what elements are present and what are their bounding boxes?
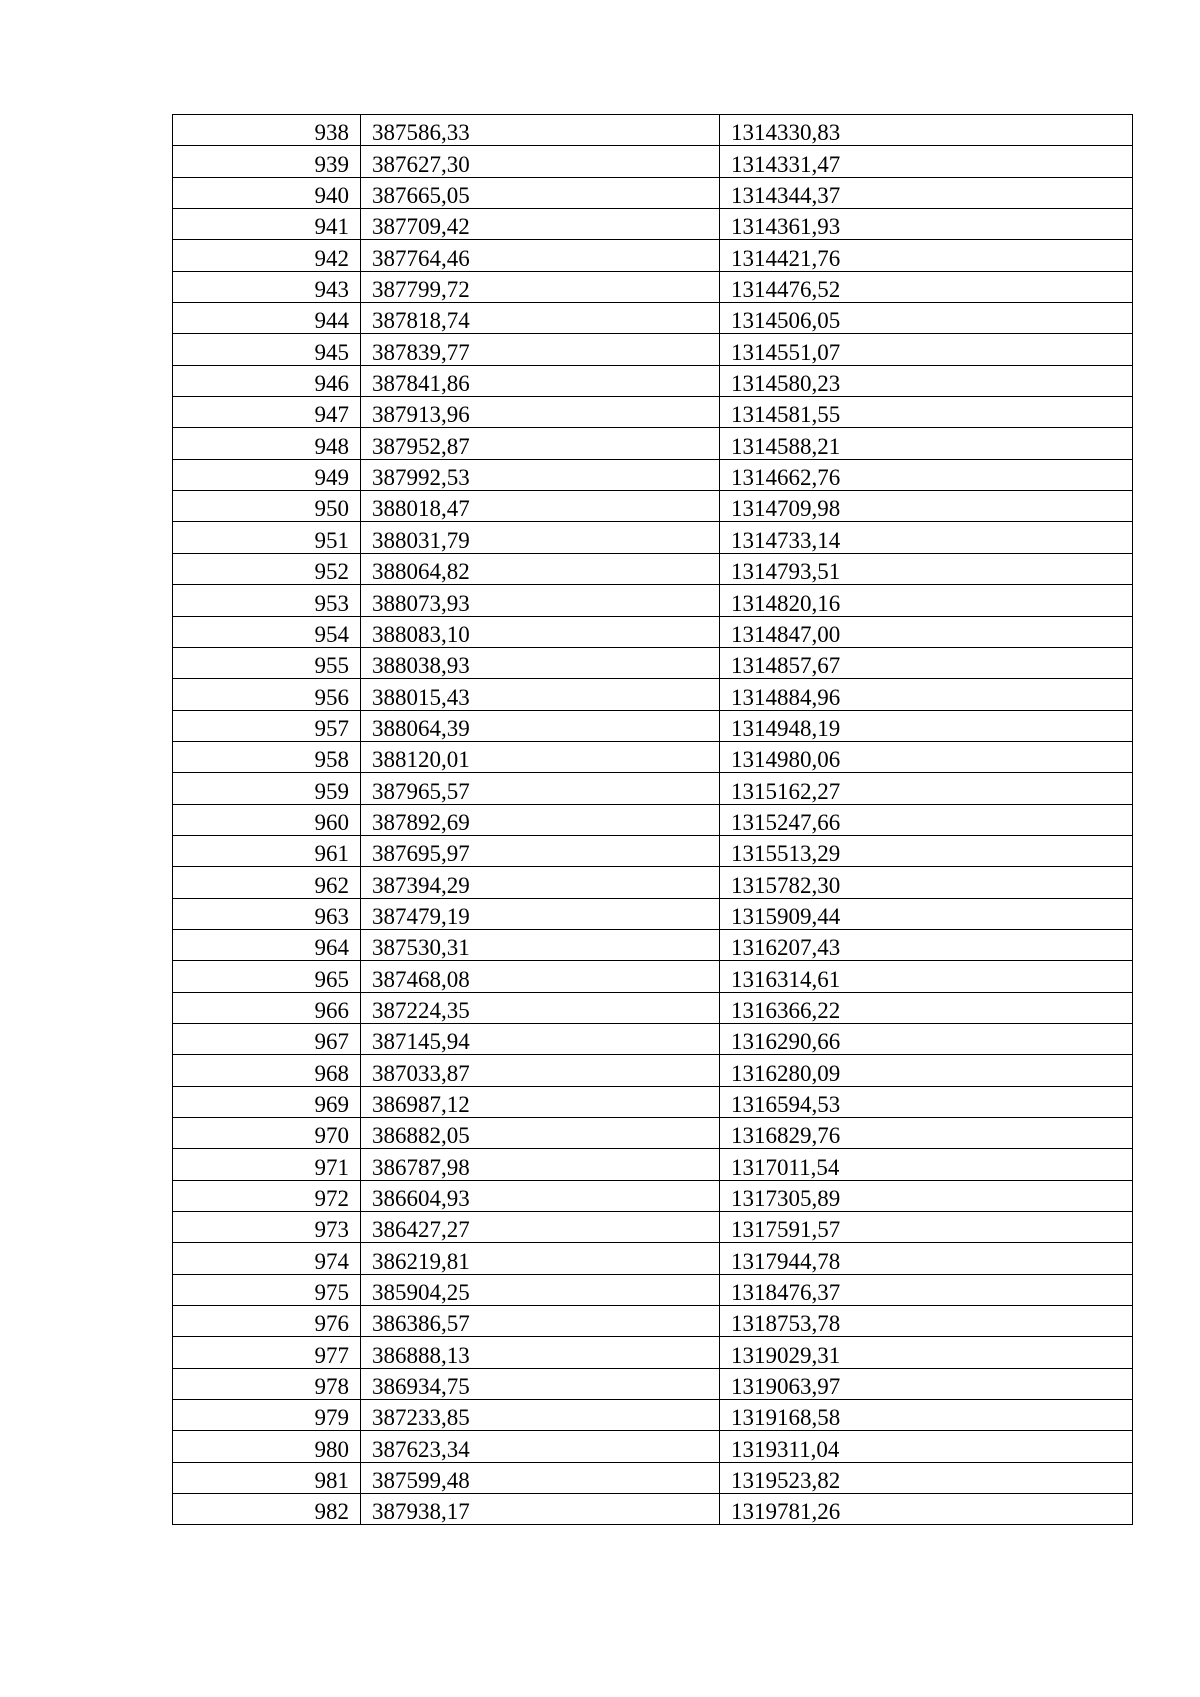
table-row [173, 773, 1133, 804]
y-coordinate-cell: 1314344,37 [720, 177, 1133, 208]
table-row [173, 209, 1133, 240]
y-coordinate-cell: 1317011,54 [720, 1149, 1133, 1180]
table-row [173, 240, 1133, 271]
point-number-cell: 944 [173, 303, 361, 334]
x-coordinate-cell: 388064,82 [361, 553, 720, 584]
y-coordinate-cell: 1319523,82 [720, 1462, 1133, 1493]
y-coordinate-cell: 1316366,22 [720, 992, 1133, 1023]
point-number-cell: 981 [173, 1462, 361, 1493]
table-row [173, 616, 1133, 647]
table-row [173, 177, 1133, 208]
x-coordinate-cell: 387586,33 [361, 115, 720, 146]
x-coordinate-cell: 386386,57 [361, 1306, 720, 1337]
table-row [173, 1274, 1133, 1305]
point-number-cell: 951 [173, 522, 361, 553]
point-number-cell: 975 [173, 1274, 361, 1305]
x-coordinate-cell: 387839,77 [361, 334, 720, 365]
y-coordinate-cell: 1316280,09 [720, 1055, 1133, 1086]
x-coordinate-cell: 387530,31 [361, 929, 720, 960]
y-coordinate-cell: 1316290,66 [720, 1023, 1133, 1054]
y-coordinate-cell: 1314733,14 [720, 522, 1133, 553]
x-coordinate-cell: 387938,17 [361, 1494, 720, 1525]
point-number-cell: 954 [173, 616, 361, 647]
table-row [173, 898, 1133, 929]
x-coordinate-cell: 387479,19 [361, 898, 720, 929]
table-row [173, 1055, 1133, 1086]
point-number-cell: 976 [173, 1306, 361, 1337]
y-coordinate-cell: 1314331,47 [720, 146, 1133, 177]
point-number-cell: 974 [173, 1243, 361, 1274]
y-coordinate-cell: 1317305,89 [720, 1180, 1133, 1211]
x-coordinate-cell: 387233,85 [361, 1400, 720, 1431]
point-number-cell: 941 [173, 209, 361, 240]
x-coordinate-cell: 387799,72 [361, 271, 720, 302]
y-coordinate-cell: 1314581,55 [720, 397, 1133, 428]
table-row [173, 1494, 1133, 1525]
table-row [173, 961, 1133, 992]
table-row [173, 365, 1133, 396]
point-number-cell: 967 [173, 1023, 361, 1054]
y-coordinate-cell: 1314884,96 [720, 679, 1133, 710]
x-coordinate-cell: 387468,08 [361, 961, 720, 992]
x-coordinate-cell: 385904,25 [361, 1274, 720, 1305]
point-number-cell: 965 [173, 961, 361, 992]
point-number-cell: 971 [173, 1149, 361, 1180]
y-coordinate-cell: 1314421,76 [720, 240, 1133, 271]
x-coordinate-cell: 386934,75 [361, 1368, 720, 1399]
y-coordinate-cell: 1315909,44 [720, 898, 1133, 929]
coordinates-table [172, 114, 1133, 1525]
y-coordinate-cell: 1316829,76 [720, 1118, 1133, 1149]
y-coordinate-cell: 1315782,30 [720, 867, 1133, 898]
table-row [173, 1306, 1133, 1337]
point-number-cell: 968 [173, 1055, 361, 1086]
table-row [173, 334, 1133, 365]
table-row [173, 146, 1133, 177]
x-coordinate-cell: 388018,47 [361, 491, 720, 522]
point-number-cell: 948 [173, 428, 361, 459]
y-coordinate-cell: 1315513,29 [720, 835, 1133, 866]
point-number-cell: 972 [173, 1180, 361, 1211]
y-coordinate-cell: 1314980,06 [720, 741, 1133, 772]
point-number-cell: 943 [173, 271, 361, 302]
y-coordinate-cell: 1314551,07 [720, 334, 1133, 365]
point-number-cell: 962 [173, 867, 361, 898]
point-number-cell: 947 [173, 397, 361, 428]
x-coordinate-cell: 386427,27 [361, 1212, 720, 1243]
x-coordinate-cell: 387145,94 [361, 1023, 720, 1054]
point-number-cell: 950 [173, 491, 361, 522]
table-row [173, 804, 1133, 835]
table-row [173, 1337, 1133, 1368]
x-coordinate-cell: 386219,81 [361, 1243, 720, 1274]
x-coordinate-cell: 388073,93 [361, 585, 720, 616]
coordinates-table-body [173, 115, 1133, 1525]
x-coordinate-cell: 387695,97 [361, 835, 720, 866]
table-row [173, 553, 1133, 584]
point-number-cell: 982 [173, 1494, 361, 1525]
point-number-cell: 960 [173, 804, 361, 835]
point-number-cell: 973 [173, 1212, 361, 1243]
x-coordinate-cell: 388031,79 [361, 522, 720, 553]
x-coordinate-cell: 387913,96 [361, 397, 720, 428]
y-coordinate-cell: 1314588,21 [720, 428, 1133, 459]
point-number-cell: 953 [173, 585, 361, 616]
x-coordinate-cell: 388120,01 [361, 741, 720, 772]
point-number-cell: 970 [173, 1118, 361, 1149]
x-coordinate-cell: 387841,86 [361, 365, 720, 396]
x-coordinate-cell: 386987,12 [361, 1086, 720, 1117]
y-coordinate-cell: 1319781,26 [720, 1494, 1133, 1525]
table-row [173, 115, 1133, 146]
y-coordinate-cell: 1317591,57 [720, 1212, 1133, 1243]
table-row [173, 1462, 1133, 1493]
y-coordinate-cell: 1319029,31 [720, 1337, 1133, 1368]
x-coordinate-cell: 387623,34 [361, 1431, 720, 1462]
table-row [173, 1180, 1133, 1211]
table-row [173, 1118, 1133, 1149]
table-row [173, 710, 1133, 741]
x-coordinate-cell: 387709,42 [361, 209, 720, 240]
point-number-cell: 940 [173, 177, 361, 208]
table-row [173, 1243, 1133, 1274]
table-row [173, 835, 1133, 866]
point-number-cell: 946 [173, 365, 361, 396]
table-row [173, 1400, 1133, 1431]
table-row [173, 428, 1133, 459]
x-coordinate-cell: 388083,10 [361, 616, 720, 647]
y-coordinate-cell: 1314330,83 [720, 115, 1133, 146]
x-coordinate-cell: 388064,39 [361, 710, 720, 741]
table-row [173, 491, 1133, 522]
y-coordinate-cell: 1319063,97 [720, 1368, 1133, 1399]
x-coordinate-cell: 387627,30 [361, 146, 720, 177]
y-coordinate-cell: 1318753,78 [720, 1306, 1133, 1337]
table-row [173, 1149, 1133, 1180]
x-coordinate-cell: 386888,13 [361, 1337, 720, 1368]
point-number-cell: 964 [173, 929, 361, 960]
x-coordinate-cell: 387965,57 [361, 773, 720, 804]
table-row [173, 1086, 1133, 1117]
point-number-cell: 945 [173, 334, 361, 365]
table-row [173, 1368, 1133, 1399]
point-number-cell: 978 [173, 1368, 361, 1399]
y-coordinate-cell: 1314476,52 [720, 271, 1133, 302]
y-coordinate-cell: 1314580,23 [720, 365, 1133, 396]
table-row [173, 647, 1133, 678]
table-row [173, 929, 1133, 960]
y-coordinate-cell: 1314506,05 [720, 303, 1133, 334]
table-row [173, 992, 1133, 1023]
point-number-cell: 979 [173, 1400, 361, 1431]
y-coordinate-cell: 1316314,61 [720, 961, 1133, 992]
y-coordinate-cell: 1314857,67 [720, 647, 1133, 678]
point-number-cell: 963 [173, 898, 361, 929]
table-row [173, 1212, 1133, 1243]
x-coordinate-cell: 386882,05 [361, 1118, 720, 1149]
x-coordinate-cell: 388015,43 [361, 679, 720, 710]
y-coordinate-cell: 1314662,76 [720, 459, 1133, 490]
y-coordinate-cell: 1314847,00 [720, 616, 1133, 647]
point-number-cell: 980 [173, 1431, 361, 1462]
table-row [173, 397, 1133, 428]
y-coordinate-cell: 1314793,51 [720, 553, 1133, 584]
x-coordinate-cell: 387892,69 [361, 804, 720, 835]
table-row [173, 303, 1133, 334]
x-coordinate-cell: 387992,53 [361, 459, 720, 490]
x-coordinate-cell: 386604,93 [361, 1180, 720, 1211]
x-coordinate-cell: 387665,05 [361, 177, 720, 208]
point-number-cell: 952 [173, 553, 361, 584]
y-coordinate-cell: 1315162,27 [720, 773, 1133, 804]
table-row [173, 271, 1133, 302]
point-number-cell: 942 [173, 240, 361, 271]
point-number-cell: 969 [173, 1086, 361, 1117]
y-coordinate-cell: 1317944,78 [720, 1243, 1133, 1274]
table-row [173, 1431, 1133, 1462]
y-coordinate-cell: 1318476,37 [720, 1274, 1133, 1305]
x-coordinate-cell: 387764,46 [361, 240, 720, 271]
table-row [173, 867, 1133, 898]
x-coordinate-cell: 387394,29 [361, 867, 720, 898]
point-number-cell: 961 [173, 835, 361, 866]
x-coordinate-cell: 388038,93 [361, 647, 720, 678]
point-number-cell: 955 [173, 647, 361, 678]
y-coordinate-cell: 1314820,16 [720, 585, 1133, 616]
y-coordinate-cell: 1316594,53 [720, 1086, 1133, 1117]
table-row [173, 585, 1133, 616]
point-number-cell: 939 [173, 146, 361, 177]
point-number-cell: 959 [173, 773, 361, 804]
point-number-cell: 977 [173, 1337, 361, 1368]
point-number-cell: 958 [173, 741, 361, 772]
x-coordinate-cell: 387952,87 [361, 428, 720, 459]
x-coordinate-cell: 386787,98 [361, 1149, 720, 1180]
y-coordinate-cell: 1315247,66 [720, 804, 1133, 835]
point-number-cell: 949 [173, 459, 361, 490]
x-coordinate-cell: 387224,35 [361, 992, 720, 1023]
x-coordinate-cell: 387033,87 [361, 1055, 720, 1086]
table-row [173, 1023, 1133, 1054]
y-coordinate-cell: 1316207,43 [720, 929, 1133, 960]
table-row [173, 522, 1133, 553]
x-coordinate-cell: 387818,74 [361, 303, 720, 334]
point-number-cell: 938 [173, 115, 361, 146]
y-coordinate-cell: 1319311,04 [720, 1431, 1133, 1462]
table-row [173, 679, 1133, 710]
y-coordinate-cell: 1314709,98 [720, 491, 1133, 522]
table-row [173, 741, 1133, 772]
point-number-cell: 966 [173, 992, 361, 1023]
y-coordinate-cell: 1314361,93 [720, 209, 1133, 240]
x-coordinate-cell: 387599,48 [361, 1462, 720, 1493]
point-number-cell: 956 [173, 679, 361, 710]
table-row [173, 459, 1133, 490]
point-number-cell: 957 [173, 710, 361, 741]
y-coordinate-cell: 1319168,58 [720, 1400, 1133, 1431]
y-coordinate-cell: 1314948,19 [720, 710, 1133, 741]
